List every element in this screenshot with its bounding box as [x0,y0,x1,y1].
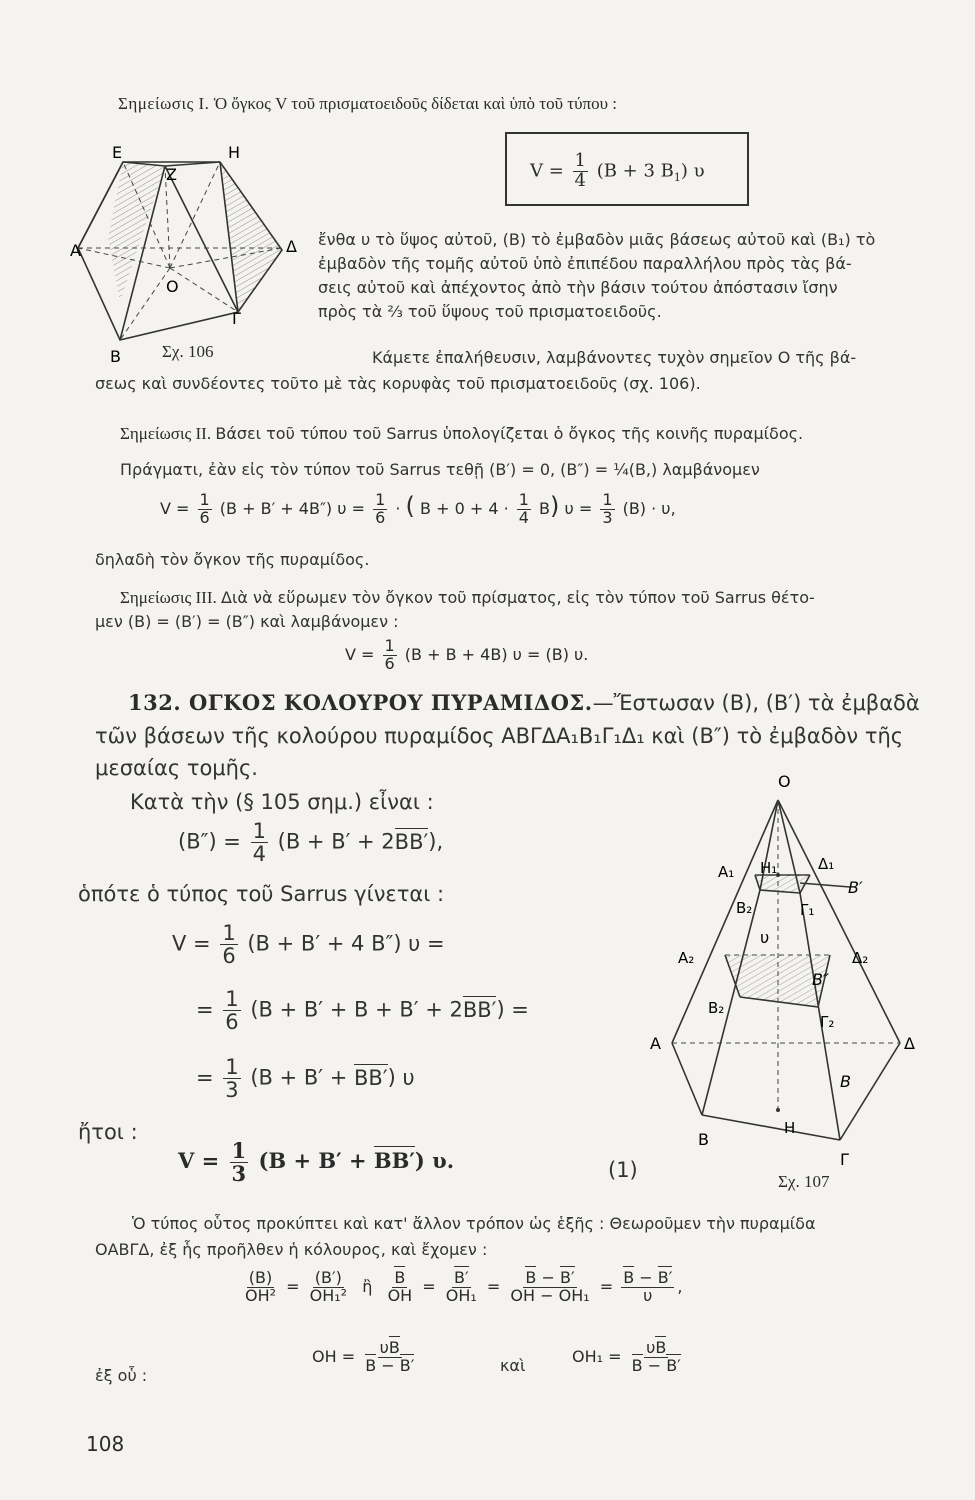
figure-107 [650,765,930,1185]
fig106-label-Z: Z [166,165,177,184]
section-132-according: Κατὰ τὴν (§ 105 σημ.) εἶναι : [130,790,434,814]
fig106-label-E: E [112,143,123,162]
page-number: 108 [86,1432,125,1456]
section-132-heading: 132. ΟΓΚΟΣ ΚΟΛΟΥΡΟΥ ΠΥΡΑΜΙΔΟΣ.—Ἔστωσαν (B), (B′) τὰ ἐμβαδὰ [128,690,920,715]
alt-derivation-2: ΟΑΒΓΔ, ἐξ ἧς προῆλθεν ἡ κόλουρος, καὶ ἔχομεν : [95,1240,488,1259]
fig106-label-A: A [70,241,81,260]
fig107-label-O: O [778,772,791,791]
figure-106-caption: Σχ. 106 [162,342,214,361]
final-formula: V = $\frac{1}{3}$ (B + B′ + BB′) υ. [178,1138,455,1187]
fig106-label-G: Γ [232,309,241,328]
fig107-label-A1: A₁ [718,863,735,881]
alt-derivation-1: Ὁ τύπος οὗτος προκύπτει καὶ κατ' ἄλλον τρόπον ὡς ἑξῆς : Θεωροῦμεν τὴν πυραμίδα [132,1214,816,1233]
fig107-label-H: H [784,1119,796,1137]
note2-line2: Πράγματι, ἐὰν εἰς τὸν τύπον τοῦ Sarrus τεθῇ (B′) = 0, (B″) = ¼(B,) λαμβάνομεν [120,460,760,479]
fig107-label-Bpp: B″ [812,970,829,989]
note1-heading: Σημείωσις I. Ὁ ὄγκος V τοῦ πρισματοειδοῦς δίδεται καὶ ὑπὸ τοῦ τύπου : [118,94,617,113]
note2-formula: V = $\frac{1}{6}$ (B + B′ + 4B″) υ = $\frac{1}{6}$ · ( B + 0 + 4 · $\frac{1}{4}$ B) υ = $\frac{1}{3}$ (B) · υ, [160,490,676,527]
fig106-label-D: Δ [286,237,297,256]
equation-number: (1) [608,1158,638,1182]
fig107-label-D1: Δ₁ [818,855,835,873]
fig107-label-B2: B₂ [708,999,725,1017]
figure-107-caption: Σχ. 107 [778,1172,830,1191]
kai: καὶ [500,1356,526,1375]
section-132-intro-3: μεσαίας τομῆς. [95,756,258,780]
note3-heading: Σημείωσις III. Διὰ νὰ εὕρωμεν τὸν ὄγκον τοῦ πρίσματος, εἰς τὸν τύπον τοῦ Sarrus θέτο- [120,588,815,607]
note1-explanation: ἔνθα υ τὸ ὕψος αὐτοῦ, (B) τὸ ἐμβαδὸν μιᾶς βάσεως αὐτοῦ καὶ (B₁) τὸ ἐμβαδὸν τῆς τομῆς αὐτοῦ ὑπὸ ἐπιπέδου παραλλήλου πρὸς τὰς βά- σεις αὐτοῦ καὶ ἀπέχοντος ἀπὸ τὴν βάσιν τούτου ἀπόστασιν ἴσην πρὸς τὰ ⅔ τοῦ ὕψους τοῦ πρισματοειδοῦς. [318,230,876,321]
section-132-thus: ὁπότε ὁ τύπος τοῦ Sarrus γίνεται : [78,882,445,906]
note1-verify-2: σεως καὶ συνδέοντες τοῦτο μὲ τὰς κορυφὰς τοῦ πρισματοειδοῦς (σχ. 106). [95,374,701,393]
ex-ou: ἐξ οὗ : [95,1366,148,1385]
fig107-label-G: Γ [840,1150,849,1169]
fig106-label-H: H [228,143,241,162]
note3-formula: V = $\frac{1}{6}$ (B + B + 4B) υ = (B) υ. [345,636,589,673]
step-3: = $\frac{1}{3}$ (B + B′ + BB′) υ [196,1055,415,1103]
note2-conclusion: δηλαδὴ τὸν ὄγκον τῆς πυραμίδος. [95,550,370,569]
fig107-label-B2top: B₂ [736,899,753,917]
itoi: ἤτοι : [78,1120,138,1144]
ratio-equations: $\frac{(B)}{\text{OH²}}$ = $\frac{(B')}{\text{OH₁²}}$ ἢ $\frac{B}{OH}$ = $\frac{B'}{\text{OH₁}}$ = $\frac{B - B'}{\text{OH − OH₁}}$ = $\frac{B - B'}{\upsilon}$ , [245,1268,683,1305]
fig107-label-G1: Γ₁ [800,901,815,919]
fig107-label-Bbase: B [840,1072,851,1091]
fig107-label-A2: A₂ [678,949,695,967]
oh1-formula: OH₁ = $\frac{\upsilon B}{B - B'}$ [572,1338,681,1375]
fig106-label-O: O [166,277,179,296]
formula-b-double-prime: (B″) = $\frac{1}{4}$ (B + B′ + 2BB′), [178,819,444,867]
step-1: V = $\frac{1}{6}$ (B + B′ + 4 B″) υ = [172,921,445,969]
fig107-label-Bp: B′ [848,878,863,897]
fig106-label-B: B [110,347,121,366]
note1-verify: Κάμετε ἐπαλήθευσιν, λαμβάνοντες τυχὸν σημεῖον O τῆς βά- [372,348,857,367]
section-132-intro-2: τῶν βάσεων τῆς κολούρου πυραμίδος ΑΒΓΔΑ₁Β₁Γ₁Δ₁ καὶ (B″) τὸ ἐμβαδὸν τῆς [95,724,904,748]
step-2: = $\frac{1}{6}$ (B + B′ + B + B′ + 2BB′) = [196,987,529,1035]
fig107-label-Bv: B [698,1130,709,1149]
fig107-label-u: υ [760,928,770,947]
fig107-label-D: Δ [904,1034,915,1053]
fig107-label-D2: Δ₂ [852,949,869,967]
note2-heading: Σημείωσις II. Βάσει τοῦ τύπου τοῦ Sarrus ὑπολογίζεται ὁ ὄγκος τῆς κοινῆς πυραμίδος. [120,424,804,443]
note3-line2: μεν (B) = (B′) = (B″) καὶ λαμβάνομεν : [95,612,399,631]
figure-106 [70,140,297,370]
note1-formula: V = $\frac{1}{4}$ (B + 3 $B_1$) υ [530,150,705,191]
oh-formula: OH = $\frac{\upsilon B}{B - B'}$ [312,1338,415,1375]
fig107-label-A: A [650,1034,661,1053]
fig107-label-H1: H₁ [760,859,778,877]
fig107-label-G2: Γ₂ [820,1013,835,1031]
